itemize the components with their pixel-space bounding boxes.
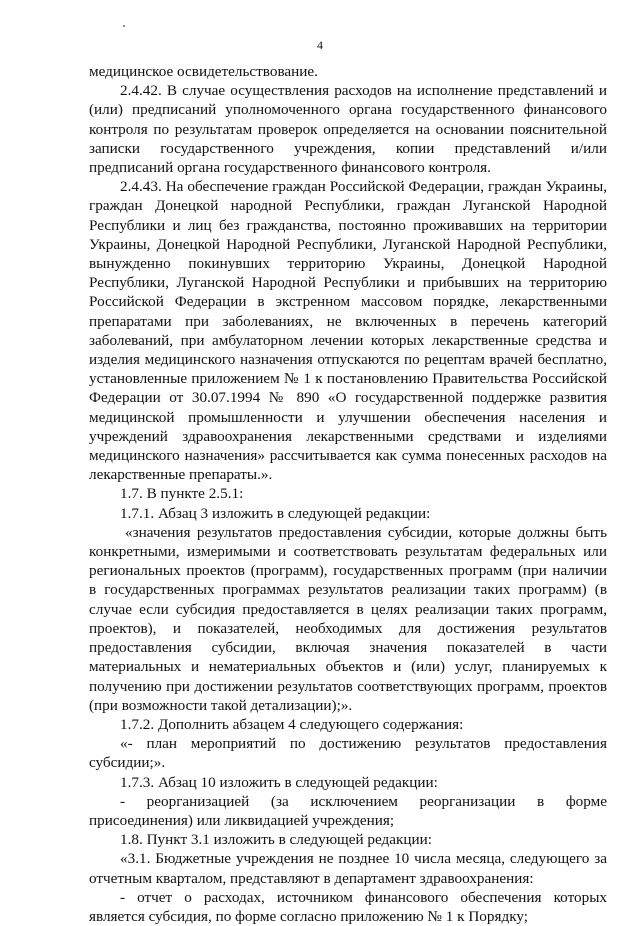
paragraph-1-7-2: 1.7.2. Дополнить абзацем 4 следующего содержания: [120, 715, 464, 733]
paragraph-3-1: «3.1. Бюджетные учреждения не позднее 10 числа месяца, следующего за отчетным кварталом, представляют в департамент здравоохранения: [89, 850, 607, 887]
paragraph-1-7-3: 1.7.3. Абзац 10 изложить в следующей редакции: [120, 773, 438, 791]
paragraph-1-7-1: 1.7.1. Абзац 3 изложить в следующей редакции: [120, 504, 431, 522]
page-number: 4 [317, 38, 323, 52]
document-body [89, 62, 607, 926]
paragraph-2-4-43: 2.4.43. На обеспечение граждан Российской Федерации, граждан Украины, граждан Донецкой народной Республики, граждан Луганской Народной Республики и лиц без гражданства, постоянно проживавших на территории Украины, Донецкой Народной Республики, Луганской Народной Республики, вынужденно покинувших территорию Украины, Донецкой Народной Республики, Луганской Народной Республики и прибывших на территорию Российской Федерации в экстренном массовом порядке, лекарственными препаратами при заболеваниях, не включенных в перечень категорий заболеваний, при амбулаторном лечении которых лекарственные средства и изделия медицинского назначения отпускаются по рецептам врачей бесплатно, установленные приложением № 1 к постановлению Правительства Российской Федерации от 30.07.1994 № 890 «О государственной поддержке развития медицинской промышленности и улучшении обеспечения населения и учреждений здравоохранения лекарственными средствами и изделиями медицинского назначения» рассчитывается как сумма понесенных расходов на лекарственные препараты.». [89, 178, 607, 484]
paragraph-2-4-42: 2.4.42. В случае осуществления расходов на исполнение представлений и (или) предписаний уполномоченного органа государственного финансового контроля по результатам проверок определяется на основании пояснительной записки государственного учреждения, копии представлений и/или предписаний органа государственного финансового контроля. [89, 82, 607, 177]
paragraph-quote-plan: «- план мероприятий по достижению результатов предоставления субсидии;». [89, 735, 607, 772]
paragraph-report: - отчет о расходах, источником финансового обеспечения которых является субсидия, по форме согласно приложению № 1 к Порядку; [89, 888, 607, 925]
paragraph-reorganization: - реорганизацией (за исключением реорганизации в форме присоединения) или ликвидацией учреждения; [89, 792, 607, 829]
scan-speck [123, 25, 125, 27]
paragraph-continuation: медицинское освидетельствование. [89, 63, 318, 80]
paragraph-1-8: 1.8. Пункт 3.1 изложить в следующей редакции: [120, 831, 433, 849]
paragraph-quote-results: «значения результатов предоставления субсидии, которые должны быть конкретными, измеримыми и соответствовать результатам федеральных или региональных проектов (программ), государственных программ (при наличии в государственных программах результатов реализации таких программ) (в случае если субсидия предоставляется в целях реализации таких программ, проектов), и показателей, необходимых для достижения результатов предоставления субсидии, включая значения показателей в части материальных и нематериальных объектов и (или) услуг, планируемых к получению при достижении результатов соответствующих программ, проектов (при возможности такой детализации);». [89, 523, 607, 714]
paragraph-1-7: 1.7. В пункте 2.5.1: [120, 485, 244, 503]
